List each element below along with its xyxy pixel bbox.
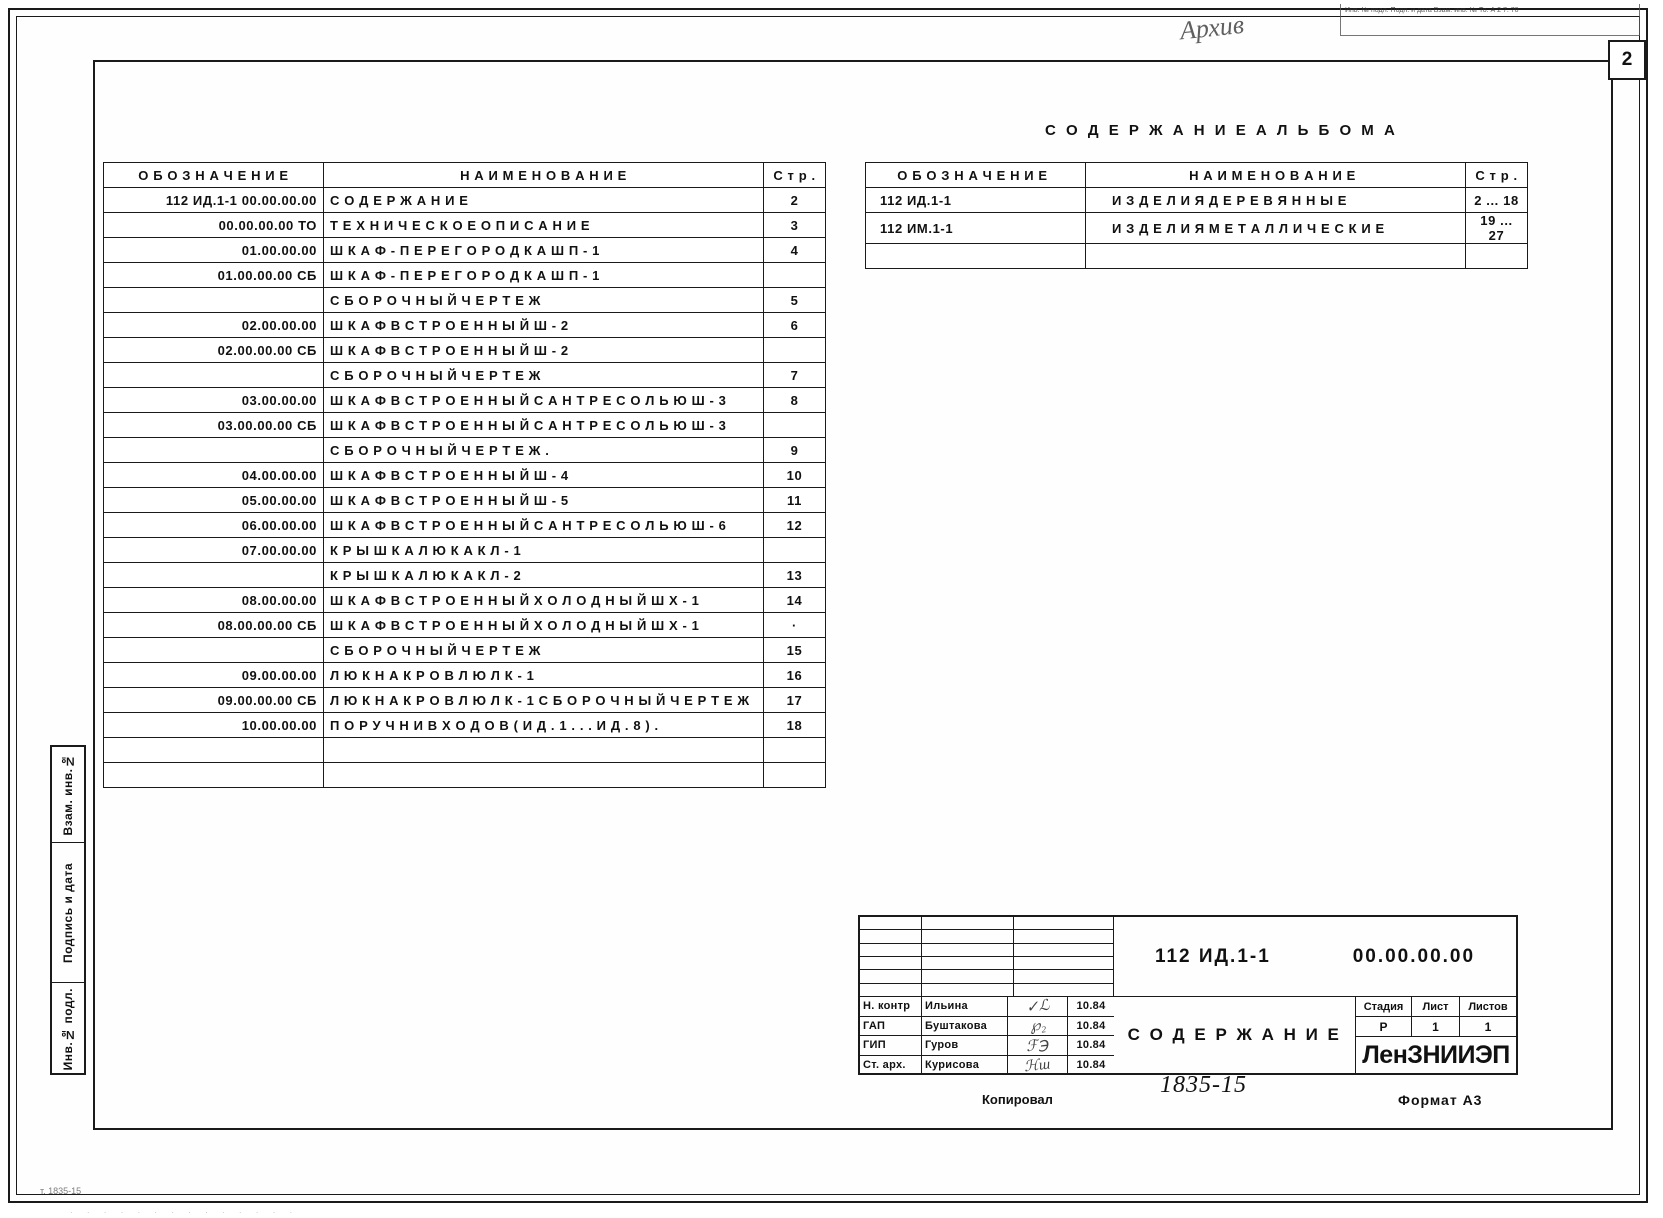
row-page: 19 ... 27	[1466, 213, 1528, 244]
strip-cell-vzam	[52, 747, 84, 843]
row-name: Л Ю К Н А К Р О В Л Ю Л К - 1	[324, 663, 764, 688]
row-page: 5	[764, 288, 826, 313]
table-row	[104, 513, 826, 538]
title-block	[858, 915, 1518, 1075]
signature-role-cell	[860, 1017, 922, 1036]
row-name: С Б О Р О Ч Н Ы Й Ч Е Р Т Е Ж	[324, 638, 764, 663]
row-name: Ш К А Ф В С Т Р О Е Н Н Ы Й С А Н Т Р Е С О Л Ь Ю Ш - 3	[324, 388, 764, 413]
table-row	[104, 438, 826, 463]
strip-cell-inv	[52, 983, 84, 1075]
document-code-left: 112 ИД.1-1	[1154, 945, 1271, 967]
table-row	[104, 763, 826, 788]
row-page: 14	[764, 588, 826, 613]
row-page	[764, 763, 826, 788]
row-name: П О Р У Ч Н И В Х О Д О В ( И Д . 1 . . . И Д . 8 ) .	[324, 713, 764, 738]
stage-value-sheets: 1	[1484, 1019, 1492, 1034]
signature-date: 10.84	[1076, 1039, 1106, 1052]
strip-label-podpis: Подпись и дата	[61, 862, 75, 963]
table-row	[866, 213, 1528, 244]
signature-role-cell	[860, 1036, 922, 1055]
row-designation: 08.00.00.00 СБ	[104, 613, 324, 638]
handwritten-signature: ℋш	[1023, 1056, 1052, 1076]
row-name: Ш К А Ф В С Т Р О Е Н Н Ы Й Х О Л О Д Н Ы Й Ш Х - 1	[324, 613, 764, 638]
row-name: С О Д Е Р Ж А Н И Е	[324, 188, 764, 213]
table-row	[104, 538, 826, 563]
table-row	[104, 738, 826, 763]
row-designation	[104, 738, 324, 763]
row-name: И З Д Е Л И Я М Е Т А Л Л И Ч Е С К И Е	[1086, 213, 1466, 244]
row-page: 6	[764, 313, 826, 338]
contents-header-name: Н А И М Е Н О В А Н И Е	[324, 163, 764, 188]
album-header-name: Н А И М Е Н О В А Н И Е	[1086, 163, 1466, 188]
signature-row	[860, 1017, 1114, 1037]
stage-header-stage: Стадия	[1356, 997, 1412, 1016]
row-designation: 05.00.00.00	[104, 488, 324, 513]
row-name: Ш К А Ф В С Т Р О Е Н Н Ы Й Ш - 4	[324, 463, 764, 488]
row-designation: 09.00.00.00	[104, 663, 324, 688]
table-row	[866, 188, 1528, 213]
stage-header-sheets: Листов	[1468, 1000, 1508, 1013]
row-page: 12	[764, 513, 826, 538]
row-designation: 112 ИД.1-1	[866, 188, 1086, 213]
row-designation	[104, 638, 324, 663]
revision-grid	[860, 917, 1114, 997]
row-name: К Р Ы Ш К А Л Ю К А К Л - 1	[324, 538, 764, 563]
table-row	[104, 588, 826, 613]
table-row	[866, 244, 1528, 269]
table-row	[104, 338, 826, 363]
drawing-sheet	[8, 7, 1648, 1217]
signature-name: Гуров	[925, 1039, 959, 1052]
signature-role-cell	[860, 997, 922, 1016]
row-designation: 03.00.00.00 СБ	[104, 413, 324, 438]
signature-mark-cell	[1008, 997, 1068, 1016]
row-name: С Б О Р О Ч Н Ы Й Ч Е Р Т Е Ж .	[324, 438, 764, 463]
signature-role-cell	[860, 1056, 922, 1076]
table-row	[104, 263, 826, 288]
signature-mark-cell	[1008, 1017, 1068, 1036]
signature-role: ГАП	[863, 1019, 886, 1032]
row-designation	[104, 438, 324, 463]
row-designation: 00.00.00.00 ТО	[104, 213, 324, 238]
row-page: 4	[764, 238, 826, 263]
row-designation: 10.00.00.00	[104, 713, 324, 738]
row-page: 9	[764, 438, 826, 463]
row-page: 16	[764, 663, 826, 688]
signature-name-cell	[922, 1056, 1008, 1076]
revision-row	[860, 957, 1113, 970]
row-page	[764, 263, 826, 288]
table-row	[104, 463, 826, 488]
revision-row	[860, 917, 1113, 930]
row-designation	[104, 363, 324, 388]
table-row	[104, 688, 826, 713]
contents-table	[103, 162, 826, 788]
top-stamp-box: Инв. № подл. Подп. и дата Взам. инв. № То. А 2 7. 70	[1340, 4, 1640, 36]
stage-value-sheet: 1	[1412, 1017, 1460, 1036]
row-name	[1086, 244, 1466, 269]
signature-name: Курисова	[925, 1059, 980, 1072]
row-name: К Р Ы Ш К А Л Ю К А К Л - 2	[324, 563, 764, 588]
revision-row	[860, 944, 1113, 957]
table-row	[104, 238, 826, 263]
row-name: С Б О Р О Ч Н Ы Й Ч Е Р Т Е Ж	[324, 288, 764, 313]
row-name: Ш К А Ф - П Е Р Е Г О Р О Д К А Ш П - 1	[324, 238, 764, 263]
signature-date-cell	[1068, 1036, 1114, 1055]
row-page	[764, 538, 826, 563]
strip-label-inv: Инв.№ подл.	[61, 987, 75, 1071]
signature-name: Буштакова	[925, 1019, 988, 1032]
stage-value-row	[1356, 1017, 1516, 1037]
row-name: И З Д Е Л И Я Д Е Р Е В Я Н Н Ы Е	[1086, 188, 1466, 213]
contents-table-header-row	[104, 163, 826, 188]
table-row	[104, 313, 826, 338]
row-name: Л Ю К Н А К Р О В Л Ю Л К - 1 С Б О Р О Ч Н Ы Й Ч Е Р Т Е Ж	[324, 688, 764, 713]
row-page: ·	[764, 613, 826, 638]
row-name: Ш К А Ф В С Т Р О Е Н Н Ы Й Х О Л О Д Н Ы Й Ш Х - 1	[324, 588, 764, 613]
row-designation: 112 ИМ.1-1	[866, 213, 1086, 244]
signature-row	[860, 1036, 1114, 1056]
table-row	[104, 413, 826, 438]
document-code-right: 00.00.00.00	[1352, 945, 1476, 967]
revision-row	[860, 970, 1113, 983]
row-page: 15	[764, 638, 826, 663]
row-page: 11	[764, 488, 826, 513]
document-title: С О Д Е Р Ж А Н И Е	[1114, 997, 1356, 1073]
handwritten-signature: ✓ℒ	[1024, 997, 1051, 1017]
row-designation: 06.00.00.00	[104, 513, 324, 538]
row-page: 13	[764, 563, 826, 588]
row-designation: 04.00.00.00	[104, 463, 324, 488]
album-contents-title: С О Д Е Р Ж А Н И Е А Л Ь Б О М А	[1045, 122, 1398, 139]
table-row	[104, 188, 826, 213]
row-designation: 02.00.00.00	[104, 313, 324, 338]
table-row	[104, 638, 826, 663]
row-designation: 07.00.00.00	[104, 538, 324, 563]
row-page: 17	[764, 688, 826, 713]
row-designation: 03.00.00.00	[104, 388, 324, 413]
album-header-page: С т р .	[1466, 163, 1528, 188]
row-page: 7	[764, 363, 826, 388]
strip-label-vzam: Взам. инв.№	[61, 753, 75, 836]
row-page: 2	[764, 188, 826, 213]
row-name	[324, 738, 764, 763]
row-name: Ш К А Ф В С Т Р О Е Н Н Ы Й Ш - 2	[324, 313, 764, 338]
revision-row	[860, 984, 1113, 997]
handwritten-signature: ℘₂	[1028, 1017, 1047, 1036]
row-designation	[104, 763, 324, 788]
row-page: 18	[764, 713, 826, 738]
revision-row	[860, 930, 1113, 943]
signature-date: 10.84	[1076, 1000, 1106, 1013]
left-margin-strip	[50, 745, 86, 1075]
organization-block	[1356, 997, 1516, 1073]
album-table-header-row	[866, 163, 1528, 188]
signature-name-cell	[922, 1036, 1008, 1055]
row-designation: 02.00.00.00 СБ	[104, 338, 324, 363]
row-designation: 01.00.00.00 СБ	[104, 263, 324, 288]
row-page: 8	[764, 388, 826, 413]
row-name: Ш К А Ф В С Т Р О Е Н Н Ы Й Ш - 5	[324, 488, 764, 513]
signature-row	[860, 1056, 1114, 1076]
corner-annotation: т. 1835-15	[40, 1186, 82, 1196]
row-name: Ш К А Ф - П Е Р Е Г О Р О Д К А Ш П - 1	[324, 263, 764, 288]
organization-logo: ЛенЗНИИЭП	[1362, 1040, 1510, 1069]
signature-row	[860, 997, 1114, 1017]
format-label: Формат А3	[1398, 1092, 1483, 1108]
table-row	[104, 713, 826, 738]
row-page: 2 ... 18	[1466, 188, 1528, 213]
row-name	[324, 763, 764, 788]
signature-name-cell	[922, 997, 1008, 1016]
contents-header-page: С т р .	[764, 163, 826, 188]
row-name: Ш К А Ф В С Т Р О Е Н Н Ы Й С А Н Т Р Е С О Л Ь Ю Ш - 3	[324, 413, 764, 438]
page-number-badge: 2	[1608, 40, 1646, 80]
document-code-row	[1114, 917, 1516, 997]
row-designation: 112 ИД.1-1 00.00.00.00	[104, 188, 324, 213]
row-page: 10	[764, 463, 826, 488]
row-designation: 08.00.00.00	[104, 588, 324, 613]
table-row	[104, 613, 826, 638]
signature-mark-cell	[1008, 1036, 1068, 1055]
handwritten-signature: ℱ℈	[1025, 1036, 1050, 1056]
contents-header-designation: О Б О З Н А Ч Е Н И Е	[104, 163, 324, 188]
row-page	[764, 738, 826, 763]
row-name: Ш К А Ф В С Т Р О Е Н Н Ы Й С А Н Т Р Е С О Л Ь Ю Ш - 6	[324, 513, 764, 538]
signature-role: Ст. арх.	[863, 1059, 906, 1072]
signature-role: ГИП	[863, 1039, 886, 1052]
signature-grid	[860, 997, 1114, 1075]
archive-signature-scrawl: Архив	[1178, 9, 1246, 46]
signature-name-cell	[922, 1017, 1008, 1036]
album-header-designation: О Б О З Н А Ч Е Н И Е	[866, 163, 1086, 188]
table-row	[104, 388, 826, 413]
row-designation: 01.00.00.00	[104, 238, 324, 263]
row-name: С Б О Р О Ч Н Ы Й Ч Е Р Т Е Ж	[324, 363, 764, 388]
signature-date: 10.84	[1076, 1019, 1106, 1032]
table-row	[104, 288, 826, 313]
row-designation	[104, 563, 324, 588]
stage-header-sheet: Лист	[1412, 997, 1460, 1016]
table-row	[104, 363, 826, 388]
kopiroval-label: Копировал	[982, 1092, 1053, 1107]
table-row	[104, 663, 826, 688]
row-page	[764, 413, 826, 438]
row-name: Т Е Х Н И Ч Е С К О Е О П И С А Н И Е	[324, 213, 764, 238]
table-row	[104, 563, 826, 588]
row-designation: 09.00.00.00 СБ	[104, 688, 324, 713]
signature-name: Ильина	[925, 1000, 968, 1013]
signature-mark-cell	[1008, 1056, 1068, 1076]
signature-date: 10.84	[1076, 1059, 1106, 1072]
row-designation	[866, 244, 1086, 269]
row-page: 3	[764, 213, 826, 238]
stage-value-stage: Р	[1356, 1017, 1412, 1036]
signature-date-cell	[1068, 1056, 1114, 1076]
row-designation	[104, 288, 324, 313]
table-row	[104, 213, 826, 238]
title-block-bottom	[1114, 997, 1516, 1073]
row-page	[1466, 244, 1528, 269]
row-name: Ш К А Ф В С Т Р О Е Н Н Ы Й Ш - 2	[324, 338, 764, 363]
bottom-scan-noise: · · · · · · · · · · · · · ·	[70, 1208, 299, 1217]
signature-date-cell	[1068, 1017, 1114, 1036]
table-row	[104, 488, 826, 513]
row-page	[764, 338, 826, 363]
signature-date-cell	[1068, 997, 1114, 1016]
signature-role: Н. контр	[863, 1000, 911, 1013]
stage-header-row	[1356, 997, 1516, 1017]
album-contents-table	[865, 162, 1528, 269]
drawing-number: 1835-15	[1160, 1072, 1247, 1098]
strip-cell-podpis	[52, 843, 84, 983]
